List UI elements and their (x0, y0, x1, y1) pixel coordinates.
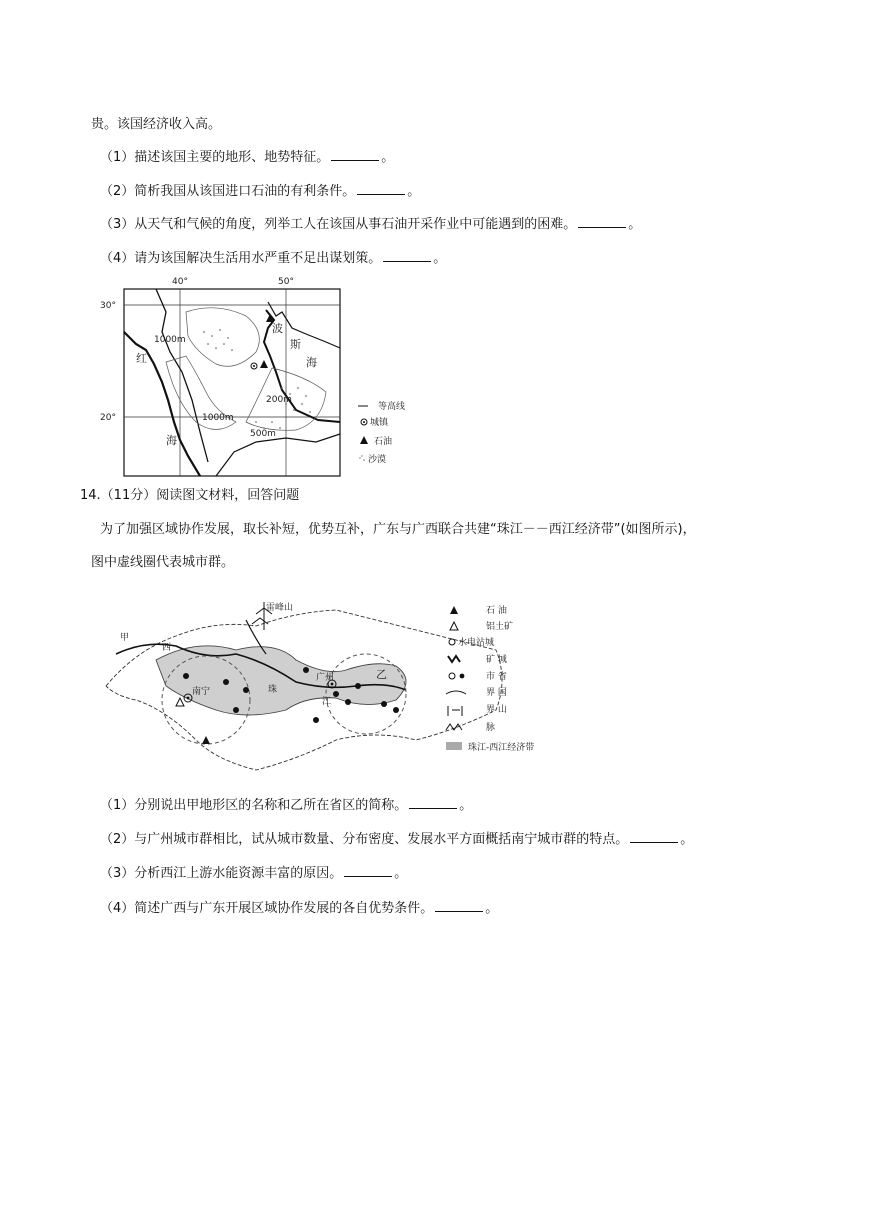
map-label: 广州 (316, 673, 335, 683)
economic-belt (156, 646, 406, 715)
oil-legend-icon (450, 606, 458, 614)
q14-sub-1-text: （1）分别说出甲地形区的名称和乙所在省区的简称。 (100, 798, 408, 813)
pearl-river-map (96, 590, 616, 780)
map-label: 江 (322, 697, 332, 707)
oil-icon (202, 736, 210, 744)
range-legend-icon (448, 706, 462, 716)
q13-sub-4-text: （4）请为该国解决生活用水严重不足出谋划策。 (100, 251, 382, 266)
saudi-arabia-map (96, 272, 436, 482)
contour-label: 1000m (202, 413, 234, 423)
q14-header: 14.（11分）阅读图文材料，回答问题 (80, 488, 300, 503)
bauxite-legend-icon (450, 622, 458, 630)
legend-label: 界 国 (486, 688, 507, 698)
belt-legend-icon (446, 742, 462, 750)
q14-sub-3-text: （3）分析西江上游水能资源丰富的原因。 (100, 866, 343, 881)
map-label: 南宁 (192, 687, 211, 697)
q14-sub-1 (100, 796, 472, 815)
legend-label: 矿 城 (486, 655, 507, 665)
town-icon (253, 365, 255, 367)
answer-blank[interactable] (435, 899, 483, 912)
contour-label: 1000m (154, 335, 186, 345)
q13-sub-2 (100, 182, 420, 201)
q13-sub-4 (100, 249, 446, 268)
q13-sub-3-tail: 。 (628, 217, 642, 232)
legend-label: 等高线 (378, 402, 406, 412)
answer-blank[interactable] (630, 830, 678, 843)
legend-label: 珠江-西江经济带 (468, 743, 535, 753)
q14-sub-4-text: （4）简述广西与广东开展区域协作发展的各自优势条件。 (100, 901, 434, 916)
mountain-legend-icon (446, 724, 462, 730)
contour-label: 500m (250, 429, 276, 439)
border-legend-icon (446, 691, 466, 694)
legend-label: 石油 (374, 437, 393, 447)
hydropower-legend-icon (449, 639, 455, 645)
map-label: 甲 (120, 633, 130, 643)
sea-label: 红 (136, 352, 147, 365)
q13-sub-4-tail: 。 (433, 251, 447, 266)
answer-blank[interactable] (578, 215, 626, 228)
q14-sub-2 (100, 830, 693, 849)
legend-label: 铝土矿 (486, 622, 514, 632)
oil-legend-icon (360, 436, 368, 444)
legend-label: 界 山 (486, 705, 507, 715)
lat-label: 20° (100, 413, 116, 423)
q13-sub-1 (100, 148, 394, 167)
map-label: 乙 (376, 668, 387, 681)
q14-sub-1-tail: 。 (459, 798, 473, 813)
q14-sub-4 (100, 899, 498, 918)
oil-icon (260, 360, 268, 368)
contour-line (186, 308, 259, 366)
q13-sub-1-tail: 。 (381, 150, 395, 165)
desert-legend-icon (359, 455, 365, 461)
legend-label: 石 油 (486, 606, 507, 616)
answer-blank[interactable] (331, 148, 379, 161)
answer-blank[interactable] (409, 796, 457, 809)
legend-label: 水电站城 (458, 638, 495, 648)
answer-blank[interactable] (344, 864, 392, 877)
q14-para1: 为了加强区域协作发展，取长补短，优势互补，广东与广西联合共建“珠江－－西江经济带”(如图所示)， (100, 522, 696, 537)
map-frame (124, 289, 340, 476)
lat-label: 30° (100, 301, 116, 311)
map-label: 西 (162, 643, 172, 653)
legend-label: 城镇 (370, 418, 389, 428)
sea-label: 斯 (290, 338, 301, 351)
q13-sub-2-text: （2）简析我国从该国进口石油的有利条件。 (100, 184, 356, 199)
q14-sub-3 (100, 864, 407, 883)
map-label: 雷峰山 (266, 603, 294, 613)
q14-sub-3-tail: 。 (394, 866, 408, 881)
legend-label: 市 省 (486, 672, 507, 682)
city-legend-icon (449, 673, 455, 679)
q13-sub-3 (100, 215, 641, 234)
q14-sub-2-text: （2）与广州城市群相比，试从城市数量、分布密度、发展水平方面概括南宁城市群的特点。 (100, 832, 629, 847)
lon-label: 50° (278, 277, 294, 287)
sea-label: 海 (306, 356, 317, 369)
lon-label: 40° (172, 277, 188, 287)
sea-label: 波 (272, 322, 283, 335)
map-label: 珠 (268, 685, 278, 695)
q13-sub-3-text: （3）从天气和气候的角度，列举工人在该国从事石油开采作业中可能遇到的困难。 (100, 217, 577, 232)
answer-blank[interactable] (357, 182, 405, 195)
contour-label: 200m (266, 395, 292, 405)
sea-label: 海 (166, 434, 177, 447)
q13-intro-tail: 贵。该国经济收入高。 (91, 117, 222, 132)
q14-sub-2-tail: 。 (680, 832, 694, 847)
mining-city-legend-icon (448, 656, 460, 662)
border-line (216, 434, 340, 476)
border-line (156, 289, 208, 462)
q13-sub-1-text: （1）描述该国主要的地形、地势特征。 (100, 150, 330, 165)
q13-sub-2-tail: 。 (407, 184, 421, 199)
legend-label: 脉 (486, 723, 496, 733)
q14-para2: 图中虚线圈代表城市群。 (91, 555, 235, 570)
legend-label: 沙漠 (368, 455, 387, 465)
q14-sub-4-tail: 。 (485, 901, 499, 916)
bauxite-icon (176, 698, 184, 706)
answer-blank[interactable] (383, 249, 431, 262)
